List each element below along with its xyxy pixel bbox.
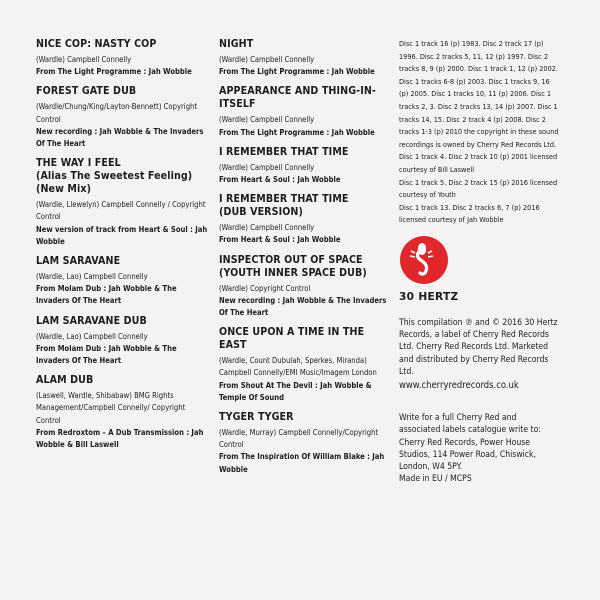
licensing-notes — [399, 38, 559, 227]
track-title: FOREST GATE DUB — [36, 85, 137, 98]
track-title: LAM SARAVANE DUB — [36, 314, 147, 327]
track-credit: (Wardle, Lao) Campbell Connelly — [36, 331, 148, 341]
track-entry — [36, 85, 212, 150]
track-credit: (Wardle) Campbell Connelly — [219, 115, 315, 125]
track-credit: (Wardle, Count Dubulah, Sperkes, Miranda) Campbell Connelly/EMI Music/Imagem London — [219, 356, 377, 378]
track-credit: (Wardle, Lao) Campbell Connelly — [36, 272, 148, 282]
track-credit: (Wardle, Murray) Campbell Connelly/Copyright Control — [219, 428, 379, 450]
track-source: From Molam Dub : Jah Wobble & The Invaders Of The Heart — [36, 343, 177, 366]
manufacture-note: Made in EU / MCPS — [399, 474, 472, 485]
track-credit: (Wardle) Campbell Connelly — [219, 162, 315, 172]
track-title: ALAM DUB — [36, 374, 94, 387]
track-title: INSPECTOR OUT OF SPACE (YOUTH INNER SPACE DUB) — [219, 253, 367, 279]
track-source: From Molam Dub : Jah Wobble & The Invaders Of The Heart — [36, 284, 177, 306]
track-source: From Heart & Soul : Jah Wobble — [219, 235, 341, 245]
track-entry — [36, 255, 212, 308]
track-credit: (Laswell, Wardle, Shibabaw) BMG Rights Management/Campbell Connelly/ Copyright Control — [36, 391, 186, 425]
track-title: ONCE UPON A TIME IN THE EAST — [219, 326, 365, 352]
track-source: New recording : Jah Wobble & The Invaders Of The Heart — [36, 126, 204, 149]
track-title: APPEARANCE AND THING-IN-ITSELF — [219, 85, 376, 111]
track-source: From The Light Programme : Jah Wobble — [219, 127, 375, 137]
track-title: I REMEMBER THAT TIME — [219, 145, 349, 158]
logo-label: 30 HERTZ — [399, 290, 459, 303]
track-source: From The Inspiration Of William Blake : Jah Wobble — [219, 452, 385, 474]
track-title: LAM SARAVANE — [36, 255, 121, 268]
30-hertz-logo-icon — [399, 235, 449, 285]
track-source: From The Light Programme : Jah Wobble — [219, 67, 375, 77]
track-credit: (Wardle) Campbell Connelly — [36, 55, 132, 64]
track-entry — [219, 326, 389, 404]
track-credit: (Wardle, Llewelyn) Campbell Connelly / Copyright Control — [36, 200, 206, 222]
info-column — [399, 38, 559, 485]
track-source: From The Light Programme : Jah Wobble — [36, 67, 192, 77]
track-entry — [219, 85, 389, 138]
track-source: From Shout At The Devil : Jah Wobble & Temple Of Sound — [219, 380, 372, 402]
licensing-paragraph: Disc 1 track 4. Disc 2 track 10 (p) 2001 licensed courtesy of Bill Laswell — [399, 152, 558, 174]
track-entry — [219, 411, 389, 476]
track-title: TYGER TYGER — [219, 411, 294, 424]
licensing-paragraph: Disc 1 track 16 (p) 1983. Disc 2 track 17 (p) 1996. Disc 2 tracks 5, 11, 12 (p) 1997. Disc 2 tracks 8, 9 (p) 2000. Disc 1 track 1, 12 (p) 2002. Disc 1 tracks 6-8 (p) 2003. Disc 1 tracks 9, 16 (p) 2005. Disc 1 tracks 10, 11 (p) 2006. Disc 1 tracks 2, 3. Disc 2 tracks 13, 14 (p) 2007. Disc 1 tracks 14, 15. Disc 2 track 4 (p) 2008. Disc 2 tracks 1-3 (p) 2010 the copyright in these sound recordings is owned by Cherry Red Records Ltd. — [399, 39, 559, 149]
copyright-text: This compilation ℗ and © 2016 30 Hertz Records, a label of Cherry Red Records Ltd. Cherry Red Records Ltd. Marketed and distributed by Cherry Red Records Ltd. — [399, 317, 558, 377]
track-title: I REMEMBER THAT TIME (DUB VERSION) — [219, 193, 349, 219]
track-title: THE WAY I FEEL (Alias The Sweetest Feeling) (New Mix) — [36, 157, 193, 196]
tracklist-column-2 — [219, 38, 389, 483]
track-title: NIGHT — [219, 38, 254, 50]
track-entry — [219, 146, 389, 186]
track-entry — [36, 38, 212, 78]
compilation-info — [399, 317, 559, 485]
track-entry — [36, 157, 212, 248]
licensing-paragraph: Disc 1 track 13. Disc 2 tracks 6, 7 (p) 2016 licensed courtesy of Jah Wobble — [399, 202, 540, 225]
website-link[interactable]: www.cherryredrecords.co.uk — [399, 379, 519, 391]
track-source: New recording : Jah Wobble & The Invaders Of The Heart — [219, 295, 387, 318]
catalogue-address: Write for a full Cherry Red and associated labels catalogue write to: Cherry Red Records, Power House Studios, 114 Power Road, Chiswick, London, W4 5PY. — [399, 413, 541, 472]
track-entry — [36, 315, 212, 368]
tracklist-column-1 — [36, 38, 212, 458]
track-credit: (Wardle/Chung/King/Layton-Bennett) Copyright Control — [36, 102, 198, 124]
track-credit: (Wardle) Campbell Connelly — [219, 223, 315, 233]
track-entry — [36, 374, 212, 451]
licensing-paragraph: Disc 1 track 5. Disc 2 track 15 (p) 2016 licensed courtesy of Youth — [399, 177, 558, 200]
track-entry — [219, 193, 389, 246]
label-logo — [399, 235, 559, 303]
track-entry — [219, 254, 389, 320]
track-credit: (Wardle) Copyright Control — [219, 283, 311, 293]
track-source: New version of track from Heart & Soul : Jah Wobble — [36, 224, 208, 246]
track-credit: (Wardle) Campbell Connelly — [219, 55, 315, 64]
track-entry — [219, 38, 389, 78]
track-source: From Heart & Soul : Jah Wobble — [219, 175, 341, 185]
track-title: NICE COP: NASTY COP — [36, 38, 157, 50]
track-source: From Redroxtom – A Dub Transmission : Jah Wobble & Bill Laswell — [36, 427, 204, 450]
